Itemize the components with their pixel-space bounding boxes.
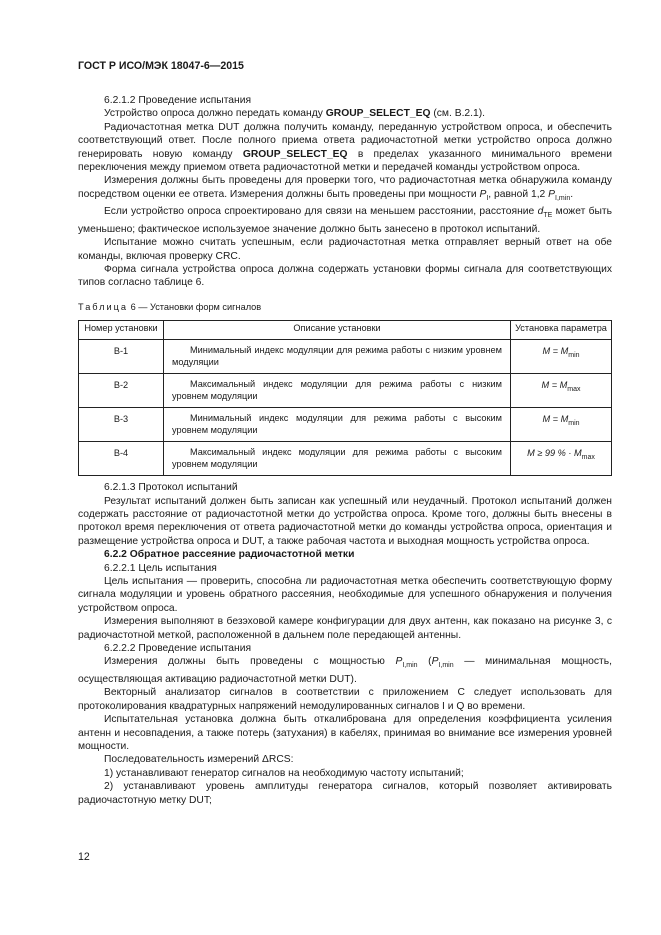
paragraph: Испытательная установка должна быть откалибрована для определения коэффициента усиления антенн и несовпадения, а также потерь (затухания) в кабелях, принимая во внимание все измерения уровней мощности.	[78, 714, 612, 752]
setting-number: В-3	[79, 408, 164, 442]
page-header: ГОСТ Р ИСО/МЭК 18047-6—2015	[78, 60, 244, 72]
paragraph: Радиочастотная метка DUT должна получить команду, переданную устройством опроса, и обеспечить соответствующий ответ. После полного приема ответа радиочастотной метки устройство опроса должно генерировать новую команду GROUP_SELECT_EQ в пределах указанного минимального времени переключения между приемом ответа радиочастотной метки и передачей команды устройством опроса.	[78, 121, 612, 174]
section-heading-6213: 6.2.1.3 Протокол испытаний	[104, 482, 238, 494]
setting-description: Минимальный индекс модуляции для режима работы с низким уровнем модуляции	[164, 340, 511, 374]
setting-number: В-4	[79, 442, 164, 476]
setting-parameter: M ≥ 99 % · $M_{max}$	[511, 442, 612, 476]
paragraph: Испытание можно считать успешным, если радиочастотная метка отправляет верный ответ на обе команды, включая проверку CRC.	[78, 237, 612, 262]
paragraph: Форма сигнала устройства опроса должна содержать установки формы сигнала для соответствующих типов согласно таблице 6.	[78, 263, 612, 289]
setting-description: Максимальный индекс модуляции для режима работы с высоким уровнем модуляции	[164, 442, 511, 476]
table-header-row	[79, 321, 612, 340]
paragraph: Цель испытания — проверить, способна ли радиочастотная метка обеспечить соответствующую форму сигнала модуляции и уровень обратного рассеяния, необходимые для успешного обнаружения и получения устройством опроса.	[78, 576, 612, 614]
section-heading-6221: 6.2.2.1 Цель испытания	[104, 562, 217, 574]
column-header: Номер установки	[79, 321, 164, 340]
table-row	[79, 442, 612, 476]
paragraph: Измерения должны быть проведены для проверки того, что радиочастотная метка обнаружила команду посредством оценки ее ответа. Измерения должны быть проведены при мощности $P_I$, равной 1,2 $P_{I,min}$.	[78, 175, 612, 202]
paragraph: Результат испытаний должен быть записан как успешный или неудачный. Протокол испытаний должен содержать расстояние от радиочастотной метки до устройства опроса. Кроме того, должны быть внесены в протокол время переключения от ответа радиочастотной метки до команды устройства опроса, ориентация и размещение устройства опроса и DUT, а также рабочая частота и выходная мощность устройства опроса.	[78, 495, 612, 547]
table-caption: Таблица 6 — Установки форм сигналов	[78, 301, 262, 312]
paragraph: Измерения выполняют в безэховой камере конфигурации для двух антенн, как показано на рисунке 3, с радиочастотной меткой, расположенной в дальнем поле передающей антенны.	[78, 616, 612, 641]
setting-number: В-2	[79, 374, 164, 408]
paragraph: Устройство опроса должно передать команду GROUP_SELECT_EQ (см. В.2.1).	[104, 108, 486, 120]
column-header: Описание установки	[164, 321, 511, 340]
list-item: 1) устанавливают генератор сигналов на необходимую частоту испытаний;	[104, 767, 464, 779]
setting-description: Максимальный индекс модуляции для режима работы с низким уровнем модуляции	[164, 374, 511, 408]
page-content	[78, 94, 612, 807]
setting-parameter: $M = M_{max}$	[511, 374, 612, 408]
setting-number: В-1	[79, 340, 164, 374]
section-heading-6222: 6.2.2.2 Проведение испытания	[104, 643, 252, 655]
list-item: 2) устанавливают уровень амплитуды генератора сигналов, который позволяет активировать радиочастотную метку DUT;	[78, 781, 612, 806]
waveform-settings-table	[78, 320, 612, 476]
table-row	[79, 408, 612, 442]
setting-parameter: $M = M_{min}$	[511, 340, 612, 374]
table-row	[79, 374, 612, 408]
paragraph: Если устройство опроса спроектировано для связи на меньшем расстоянии, расстояние $d_{TE}$ может быть уменьшено; фактическое используемое значение должно быть занесено в протокол испытаний.	[78, 206, 612, 235]
column-header: Установка параметра	[511, 321, 612, 340]
paragraph: Векторный анализатор сигналов в соответствии с приложением С следует использовать для протоколирования квадратурных напряжений немодулированных сигналов I и Q во времени.	[78, 687, 612, 712]
paragraph: Измерения должны быть проведены с мощностью $P_{I,min}$ ($P_{I,min}$ — минимальная мощность, осуществляющая активацию радиочастотной метки DUT).	[78, 656, 612, 685]
setting-parameter: $M = M_{min}$	[511, 408, 612, 442]
page-number: 12	[78, 851, 90, 863]
table-row	[79, 340, 612, 374]
paragraph: Последовательность измерений ΔRCS:	[104, 754, 294, 766]
section-heading-6212: 6.2.1.2 Проведение испытания	[104, 95, 252, 106]
section-heading-622: 6.2.2 Обратное рассеяние радиочастотной метки	[104, 549, 355, 561]
setting-description: Минимальный индекс модуляции для режима работы с высоким уровнем модуляции	[164, 408, 511, 442]
